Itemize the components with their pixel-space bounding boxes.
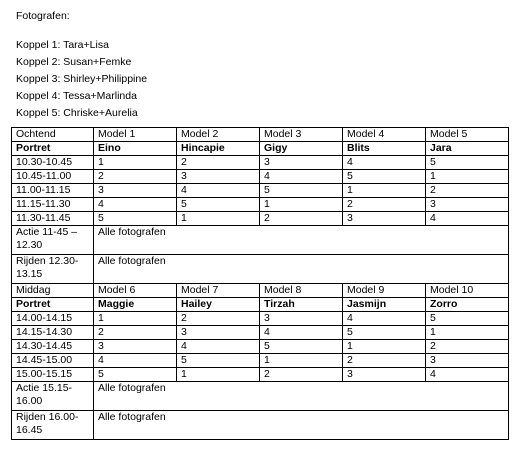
couple-item: Koppel 3: Shirley+Philippine: [16, 73, 148, 85]
table-cell: Tirzah: [260, 298, 343, 312]
table-cell: 4: [426, 368, 509, 382]
table-cell: 5: [177, 354, 260, 368]
table-cell: Model 3: [260, 128, 343, 142]
table-cell: Hailey: [177, 298, 260, 312]
table-cell: Alle fotografen: [94, 382, 509, 411]
table-cell: Portret: [12, 142, 94, 156]
couple-item: Koppel 1: Tara+Lisa: [16, 39, 109, 51]
table-cell: 2: [343, 354, 426, 368]
table-row: [12, 382, 509, 411]
table-cell: 3: [260, 156, 343, 170]
table-cell: Actie 11-45 – 12.30: [12, 226, 94, 255]
table-cell: Model 10: [426, 284, 509, 298]
table-row: [12, 198, 509, 212]
table-cell: 4: [260, 170, 343, 184]
table-row: [12, 212, 509, 226]
table-cell: Alle fotografen: [94, 226, 509, 255]
table-cell: 5: [426, 156, 509, 170]
table-cell: 2: [177, 156, 260, 170]
table-cell: 5: [343, 326, 426, 340]
table-cell: 2: [343, 198, 426, 212]
table-header-row: [12, 128, 509, 142]
table-row: [12, 156, 509, 170]
table-cell: 3: [94, 184, 177, 198]
table-cell: 4: [94, 354, 177, 368]
couple-item: Koppel 2: Susan+Femke: [16, 56, 132, 68]
table-cell: 2: [94, 326, 177, 340]
table-cell: 14.00-14.15: [12, 312, 94, 326]
table-cell: 5: [177, 198, 260, 212]
table-cell: Actie 15.15-16.00: [12, 382, 94, 411]
table-cell: Middag: [12, 284, 94, 298]
table-cell: 4: [260, 326, 343, 340]
table-cell: Zorro: [426, 298, 509, 312]
table-cell: 11.15-11.30: [12, 198, 94, 212]
table-cell: 1: [343, 184, 426, 198]
table-row: [12, 411, 509, 440]
page-heading: Fotografen:: [16, 10, 70, 22]
table-cell: 11.30-11.45: [12, 212, 94, 226]
table-cell: 3: [177, 170, 260, 184]
table-cell: 1: [343, 340, 426, 354]
table-cell: Model 4: [343, 128, 426, 142]
table-cell: 14.30-14.45: [12, 340, 94, 354]
table-cell: 11.00-11.15: [12, 184, 94, 198]
table-cell: 1: [94, 312, 177, 326]
table-cell: 4: [343, 312, 426, 326]
table-cell: Alle fotografen: [94, 255, 509, 284]
table-cell: Model 2: [177, 128, 260, 142]
table-cell: 10.30-10.45: [12, 156, 94, 170]
table-cell: 3: [177, 326, 260, 340]
table-cell: Model 6: [94, 284, 177, 298]
table-cell: 10.45-11.00: [12, 170, 94, 184]
table-cell: 5: [94, 368, 177, 382]
table-cell: 3: [94, 340, 177, 354]
table-cell: 4: [94, 198, 177, 212]
table-cell: 3: [343, 212, 426, 226]
table-cell: 3: [426, 198, 509, 212]
table-cell: 3: [343, 368, 426, 382]
table-cell: 2: [260, 368, 343, 382]
table-cell: 2: [426, 184, 509, 198]
table-cell: Alle fotografen: [94, 411, 509, 440]
table-header-row: [12, 284, 509, 298]
table-cell: Eino: [94, 142, 177, 156]
table-cell: Model 9: [343, 284, 426, 298]
table-cell: 3: [426, 354, 509, 368]
table-cell: 4: [177, 184, 260, 198]
table-cell: Model 8: [260, 284, 343, 298]
table-row: [12, 326, 509, 340]
table-row: [12, 184, 509, 198]
table-cell: 4: [177, 340, 260, 354]
table-cell: 2: [94, 170, 177, 184]
table-cell: 14.15-14.30: [12, 326, 94, 340]
table-cell: 2: [177, 312, 260, 326]
table-cell: Jasmijn: [343, 298, 426, 312]
schedule-table: [11, 127, 509, 440]
table-cell: 14.45-15.00: [12, 354, 94, 368]
table-cell: 1: [177, 212, 260, 226]
table-cell: 1: [94, 156, 177, 170]
table-row: [12, 226, 509, 255]
table-names-row: [12, 298, 509, 312]
table-cell: Jara: [426, 142, 509, 156]
couple-item: Koppel 5: Chriske+Aurelia: [16, 107, 138, 119]
table-row: [12, 354, 509, 368]
table-cell: 2: [260, 212, 343, 226]
table-cell: Ochtend: [12, 128, 94, 142]
table-cell: 1: [426, 326, 509, 340]
table-cell: 1: [260, 354, 343, 368]
table-cell: Model 7: [177, 284, 260, 298]
table-row: [12, 340, 509, 354]
table-cell: Blits: [343, 142, 426, 156]
table-cell: Model 5: [426, 128, 509, 142]
couples-list: [16, 37, 147, 122]
table-cell: Portret: [12, 298, 94, 312]
table-cell: 1: [260, 198, 343, 212]
table-cell: 5: [260, 184, 343, 198]
table-row: [12, 312, 509, 326]
table-cell: 5: [343, 170, 426, 184]
table-cell: Gigy: [260, 142, 343, 156]
table-cell: 15.00-15.15: [12, 368, 94, 382]
table-row: [12, 255, 509, 284]
table-cell: 1: [177, 368, 260, 382]
table-cell: 2: [426, 340, 509, 354]
table-cell: Rijden 16.00-16.45: [12, 411, 94, 440]
table-cell: 5: [94, 212, 177, 226]
table-cell: 4: [426, 212, 509, 226]
table-names-row: [12, 142, 509, 156]
table-cell: Rijden 12.30-13.15: [12, 255, 94, 284]
table-row: [12, 170, 509, 184]
table-cell: 1: [426, 170, 509, 184]
table-cell: Hincapie: [177, 142, 260, 156]
table-row: [12, 368, 509, 382]
couple-item: Koppel 4: Tessa+Marlinda: [16, 90, 137, 102]
table-cell: Model 1: [94, 128, 177, 142]
table-cell: 3: [260, 312, 343, 326]
table-cell: 4: [343, 156, 426, 170]
table-cell: 5: [260, 340, 343, 354]
table-cell: Maggie: [94, 298, 177, 312]
table-cell: 5: [426, 312, 509, 326]
